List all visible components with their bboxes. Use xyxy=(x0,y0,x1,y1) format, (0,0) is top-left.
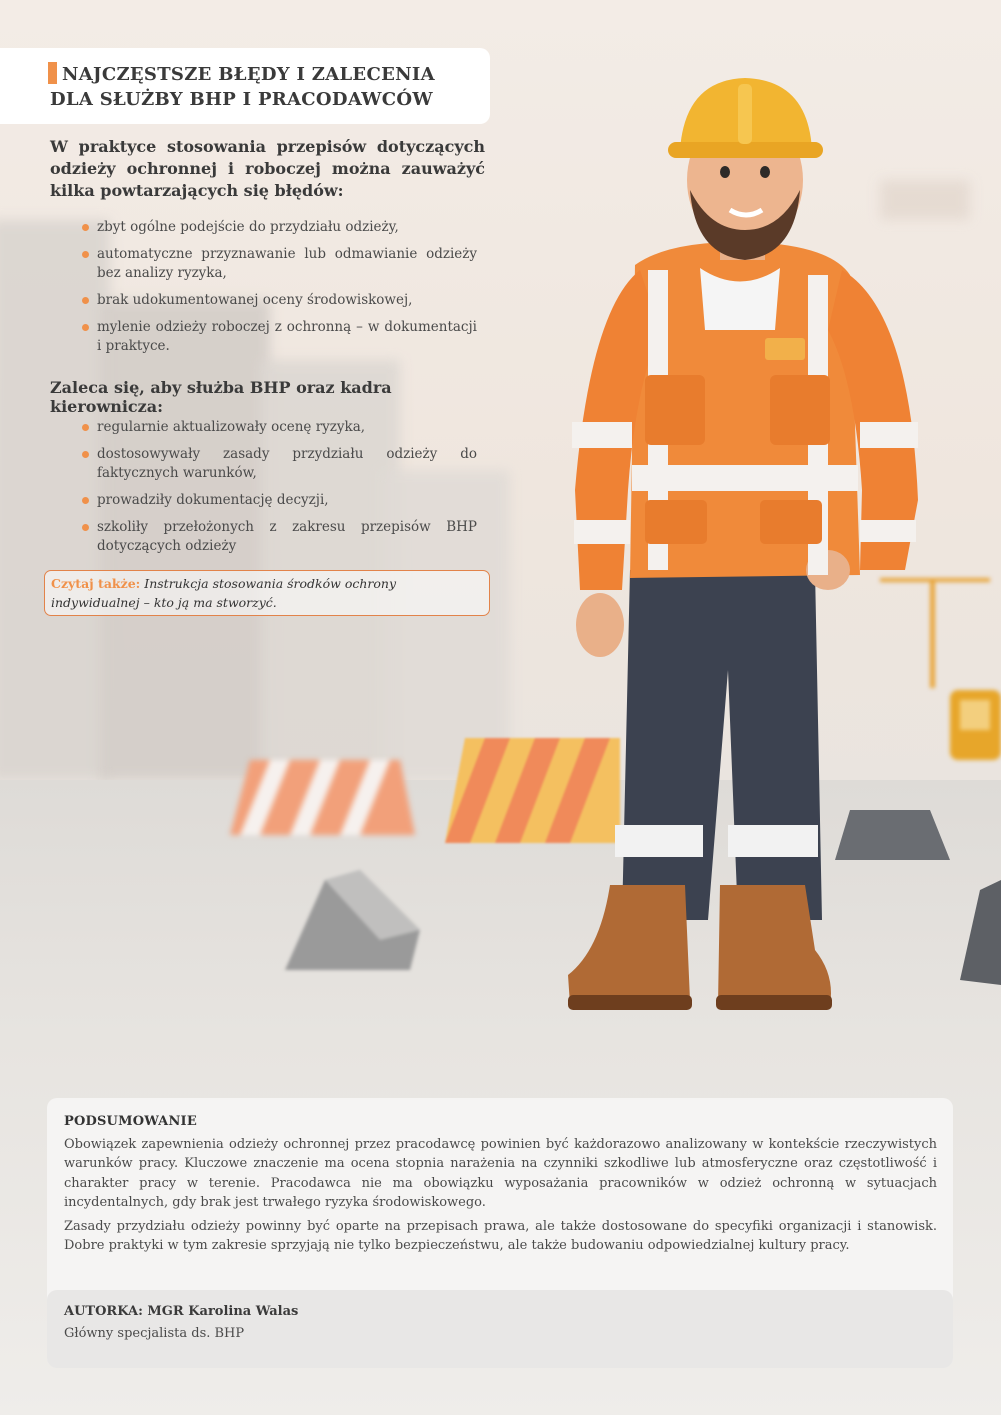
list-item xyxy=(82,245,477,283)
list-item xyxy=(82,445,477,483)
list-item xyxy=(82,491,477,510)
list-item-text: mylenie odzieży roboczej z ochronną – w dokumentacji i praktyce. xyxy=(97,319,477,354)
construction-worker-illustration xyxy=(560,70,940,1030)
list-item xyxy=(82,218,477,237)
list-item xyxy=(82,518,477,556)
list-item-text: zbyt ogólne podejście do przydziału odzieży, xyxy=(97,219,399,235)
list-item xyxy=(82,291,477,310)
summary-title: PODSUMOWANIE xyxy=(64,1114,197,1129)
list-item-text: automatyczne przyznawanie lub odmawianie odzieży bez analizy ryzyka, xyxy=(97,246,477,281)
summary-paragraph-1: Obowiązek zapewnienia odzieży ochronnej przez pracodawcę powinien być każdorazowo analizowany w kontekście rzeczywistych warunków pracy. Kluczowe znaczenie ma ocena stopnia narażenia na czynniki szkodliwe lub atmosferyczne oraz częstotliwość i charakter pracy w terenie. Pracodawca nie ma obowiązku wyposażania pracowników w odzież ochronną w sytuacjach incydentalnych, gdy brak jest trwałego ryzyka środowiskowego. xyxy=(64,1137,937,1210)
recommendations-list xyxy=(82,418,477,564)
bullet-icon xyxy=(82,251,89,258)
bullet-icon xyxy=(82,424,89,431)
bullet-icon xyxy=(82,524,89,531)
author-role: Główny specjalista ds. BHP xyxy=(64,1326,245,1341)
list-item xyxy=(82,318,477,356)
list-item-text: dostosowywały zasady przydziału odzieży do faktycznych warunków, xyxy=(97,446,477,481)
bullet-icon xyxy=(82,451,89,458)
author-name: AUTORKA: MGR Karolina Walas xyxy=(64,1304,299,1319)
author-box xyxy=(47,1290,953,1368)
title-line-1: NAJCZĘSTSZE BŁĘDY I ZALECENIA xyxy=(62,64,435,85)
concrete-block-edge xyxy=(960,880,1001,990)
concrete-block xyxy=(280,860,430,980)
section-title xyxy=(0,48,490,124)
summary-panel xyxy=(47,1098,953,1368)
list-item-text: prowadziły dokumentację decyzji, xyxy=(97,492,329,508)
read-more-box[interactable] xyxy=(44,570,490,616)
bullet-icon xyxy=(82,224,89,231)
barrier-left xyxy=(220,740,420,840)
title-accent-bar xyxy=(48,62,57,84)
list-item-text: brak udokumentowanej oceny środowiskowej, xyxy=(97,292,413,308)
intro-paragraph: W praktyce stosowania przepisów dotyczących odzieży ochronnej i roboczej można zauważyć kilka powtarzających się błędów: xyxy=(50,137,485,200)
list-item-text: szkoliły przełożonych z zakresu przepisów BHP dotyczących odzieży xyxy=(97,519,477,554)
summary-paragraph-2: Zasady przydziału odzieży powinny być oparte na przepisach prawa, ale także dostosowane do specyfiki organizacji i stanowisk. Dobre praktyki w tym zakresie sprzyjają nie tylko bezpieczeństwu, ale także budowaniu odpowiedzialnej kultury pracy. xyxy=(64,1219,937,1254)
bullet-icon xyxy=(82,324,89,331)
bullet-icon xyxy=(82,497,89,504)
errors-list xyxy=(82,218,477,364)
list-item xyxy=(82,418,477,437)
list-item-text: regularnie aktualizowały ocenę ryzyka, xyxy=(97,419,366,435)
bullet-icon xyxy=(82,297,89,304)
title-line-2: DLA SŁUŻBY BHP I PRACODAWCÓW xyxy=(50,89,433,110)
read-more-label: Czytaj także: xyxy=(51,576,141,591)
recommendations-heading: Zaleca się, aby służba BHP oraz kadra kierownicza: xyxy=(50,378,392,416)
read-more-link[interactable]: Instrukcja stosowania środków ochrony indywidualnej – kto ją ma stworzyć. xyxy=(51,576,397,610)
